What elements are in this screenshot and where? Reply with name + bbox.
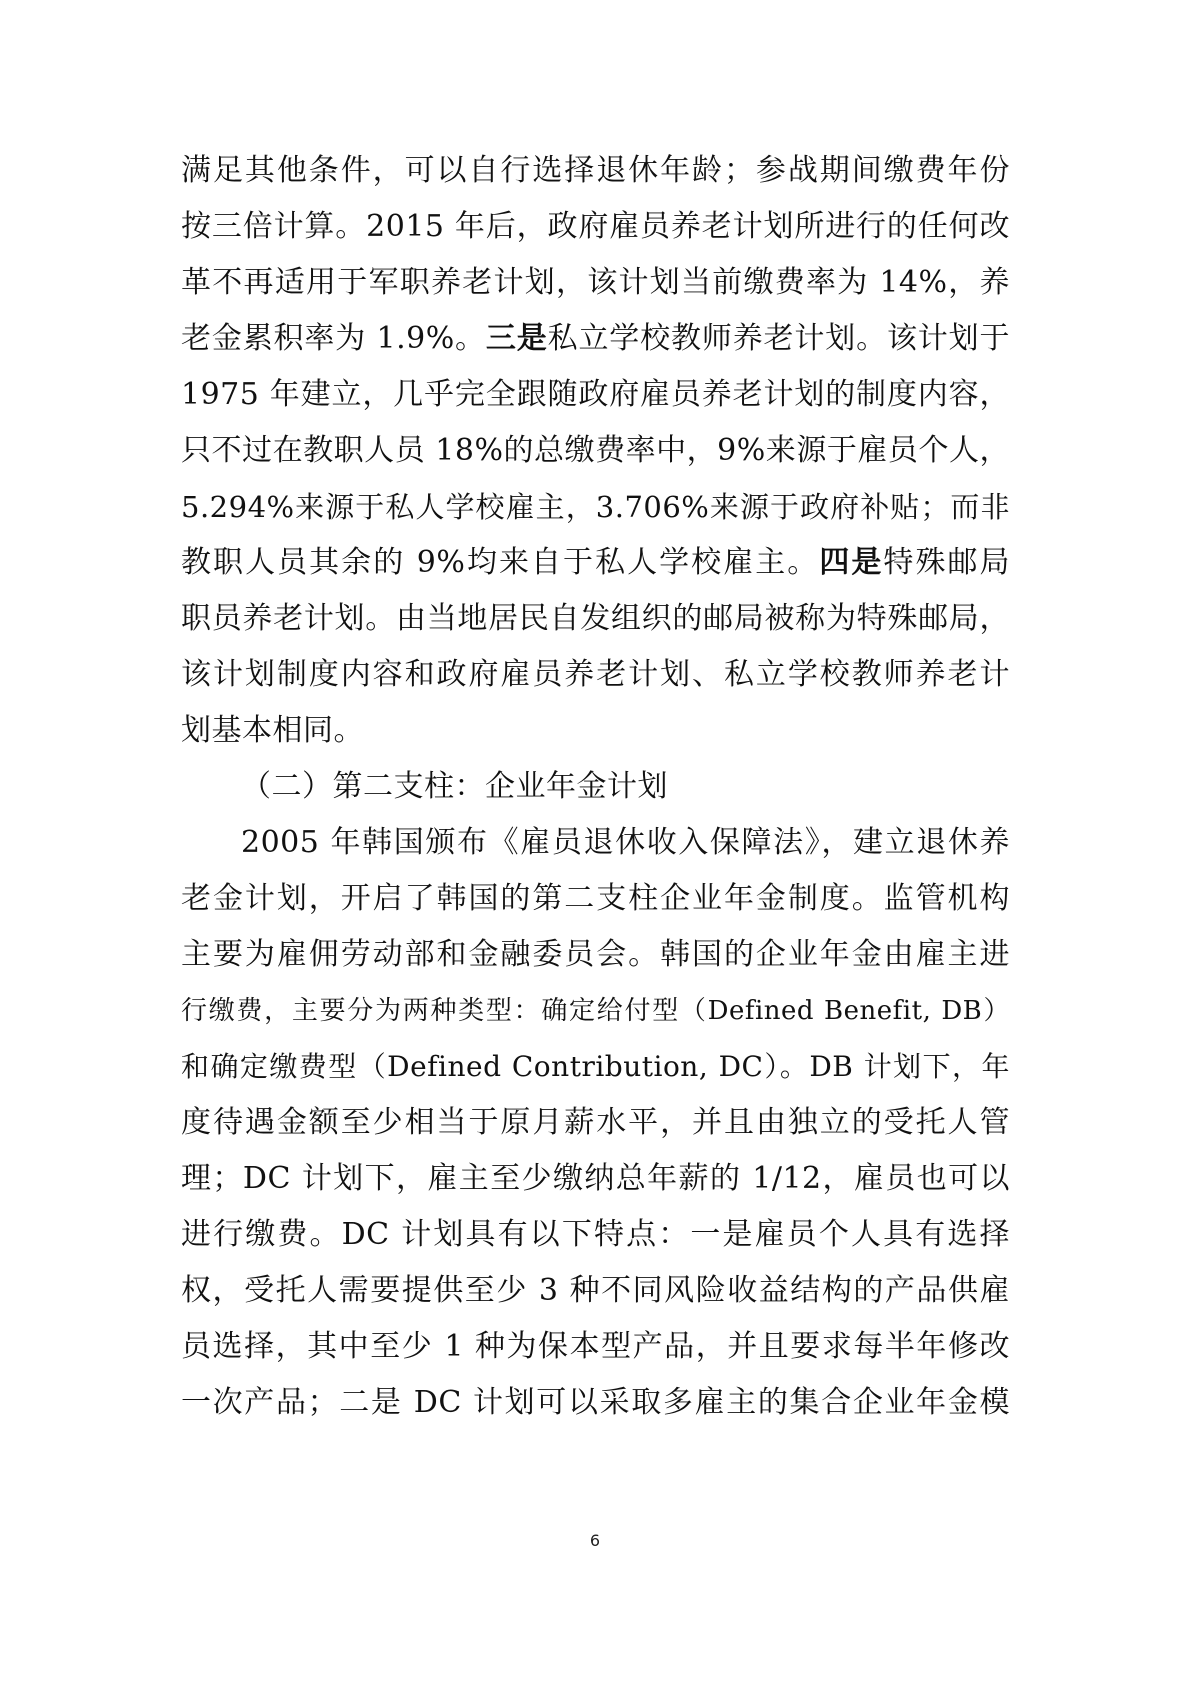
paragraph-line: 该计划制度内容和政府雇员养老计划、私立学校教师养老计 bbox=[181, 657, 1010, 692]
paragraph-line: 按三倍计算。2015 年后，政府雇员养老计划所进行的任何改 bbox=[181, 209, 1010, 244]
paragraph-line: 满足其他条件，可以自行选择退休年龄；参战期间缴费年份 bbox=[181, 153, 1010, 188]
line-text: 教职人员其余的 9%均来自于私人学校雇主。 bbox=[181, 545, 820, 580]
paragraph-line: 5.294%来源于私人学校雇主，3.706%来源于政府补贴；而非 bbox=[181, 490, 1010, 524]
paragraph-line: 和确定缴费型（Defined Contribution, DC）。DB 计划下，年 bbox=[181, 1050, 1010, 1083]
paragraph-line: 权，受托人需要提供至少 3 种不同风险收益结构的产品供雇 bbox=[181, 1273, 1010, 1308]
paragraph-line: 职员养老计划。由当地居民自发组织的邮局被称为特殊邮局， bbox=[181, 601, 1010, 636]
paragraph-line-mixed bbox=[181, 318, 1010, 360]
emphasis-fourth: 四是 bbox=[819, 545, 884, 580]
page-number: 6 bbox=[589, 1531, 601, 1550]
paragraph-line: 划基本相同。 bbox=[181, 713, 364, 748]
paragraph-line: 2005 年韩国颁布《雇员退休收入保障法》，建立退休养 bbox=[241, 825, 1010, 860]
paragraph-line: 革不再适用于军职养老计划，该计划当前缴费率为 14%，养 bbox=[181, 265, 1010, 300]
line-text: 特殊邮局 bbox=[883, 545, 1011, 580]
paragraph-line: 员选择，其中至少 1 种为保本型产品，并且要求每半年修改 bbox=[181, 1329, 1010, 1364]
paragraph-line: 一次产品；二是 DC 计划可以采取多雇主的集合企业年金模 bbox=[181, 1385, 1010, 1420]
paragraph-line: 只不过在教职人员 18%的总缴费率中，9%来源于雇员个人， bbox=[181, 433, 1010, 468]
paragraph-line: 行缴费，主要分为两种类型：确定给付型（Defined Benefit, DB） bbox=[181, 996, 1010, 1026]
line-text: 私立学校教师养老计划。该计划于 bbox=[547, 321, 1011, 356]
paragraph-line-mixed bbox=[181, 542, 1010, 584]
paragraph-line: 老金计划，开启了韩国的第二支柱企业年金制度。监管机构 bbox=[181, 881, 1010, 916]
paragraph-line: 进行缴费。DC 计划具有以下特点：一是雇员个人具有选择 bbox=[181, 1217, 1010, 1252]
paragraph-line: 主要为雇佣劳动部和金融委员会。韩国的企业年金由雇主进 bbox=[181, 937, 1010, 972]
paragraph-line: 度待遇金额至少相当于原月薪水平，并且由独立的受托人管 bbox=[181, 1105, 1010, 1140]
section-heading: （二）第二支柱：企业年金计划 bbox=[241, 769, 668, 804]
line-text: 老金累积率为 1.9%。 bbox=[181, 321, 486, 356]
emphasis-third: 三是 bbox=[485, 321, 548, 356]
paragraph-line: 1975 年建立，几乎完全跟随政府雇员养老计划的制度内容， bbox=[181, 377, 1010, 412]
paragraph-line: 理；DC 计划下，雇主至少缴纳总年薪的 1/12，雇员也可以 bbox=[181, 1161, 1010, 1196]
